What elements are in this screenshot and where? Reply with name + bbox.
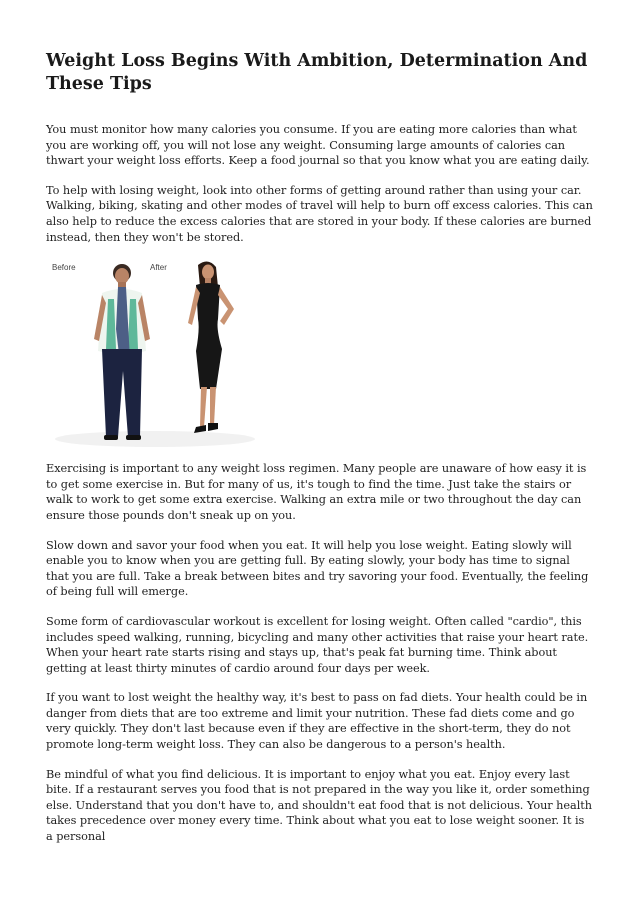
before-label: Before xyxy=(52,263,76,273)
article-title: Weight Loss Begins With Ambition, Determination And These Tips xyxy=(46,51,588,94)
paragraph-eat-slowly: Slow down and savor your food when you eat. It will help you lose weight. Eating slowly will enable you to know when you are getting full. By eating slowly, your body has time to signal that you are full. Take a break between bites and try savoring your food. Eventually, the feeling of being full will emerge. xyxy=(46,538,589,599)
paragraph-transport: To help with losing weight, look into other forms of getting around rather than using your car. Walking, biking, skating and other modes of travel will help to burn off excess calories. This can also help to reduce the excess calories that are stored in your body. If these calories are burned instead, then they won't be stored. xyxy=(46,183,593,244)
before-after-photo xyxy=(50,259,260,447)
paragraph-fad-diets: If you want to lost weight the healthy way, it's best to pass on fad diets. Your health could be in danger from diets that are too extreme and limit your nutrition. These fad diets come and go very quickly. They don't last because even if they are effective in the short-term, they do not promote long-term weight loss. They can also be dangerous to a person's health. xyxy=(46,691,588,752)
paragraph-delicious: Be mindful of what you find delicious. It is important to enjoy what you eat. Enjoy every last bite. If a restaurant serves you food that is not prepared in the way you like it, order something else. Understand that you don't have to, and shouldn't eat food that is not delicious. Your health takes precedence over money every time. Think about what you eat to lose weight sooner. It is a personal xyxy=(46,767,593,844)
before-after-illustration xyxy=(50,259,260,447)
before-person-figure xyxy=(94,264,150,440)
paragraph-calories: You must monitor how many calories you consume. If you are eating more calories than what you are working off, you will not lose any weight. Consuming large amounts of calories can thwart your weight loss efforts. Keep a food journal so that you know what you are eating daily. xyxy=(46,123,590,168)
after-person-figure xyxy=(188,262,234,434)
paragraph-exercise: Exercising is important to any weight loss regimen. Many people are unaware of how easy it is to get some exercise in. But for many of us, it's tough to find the time. Just take the stairs or walk to work to get some extra exercise. Walking an extra mile or two throughout the day can ensure those pounds don't sneak up on you. xyxy=(46,462,587,522)
after-label: After xyxy=(150,263,167,273)
paragraph-cardio: Some form of cardiovascular workout is excellent for losing weight. Often called "cardio", this includes speed walking, running, bicycling and many other activities that raise your heart rate. When your heart rate starts rising and stays up, that's peak fat burning time. Think about getting at least thirty minutes of cardio around four days per week. xyxy=(46,614,589,675)
